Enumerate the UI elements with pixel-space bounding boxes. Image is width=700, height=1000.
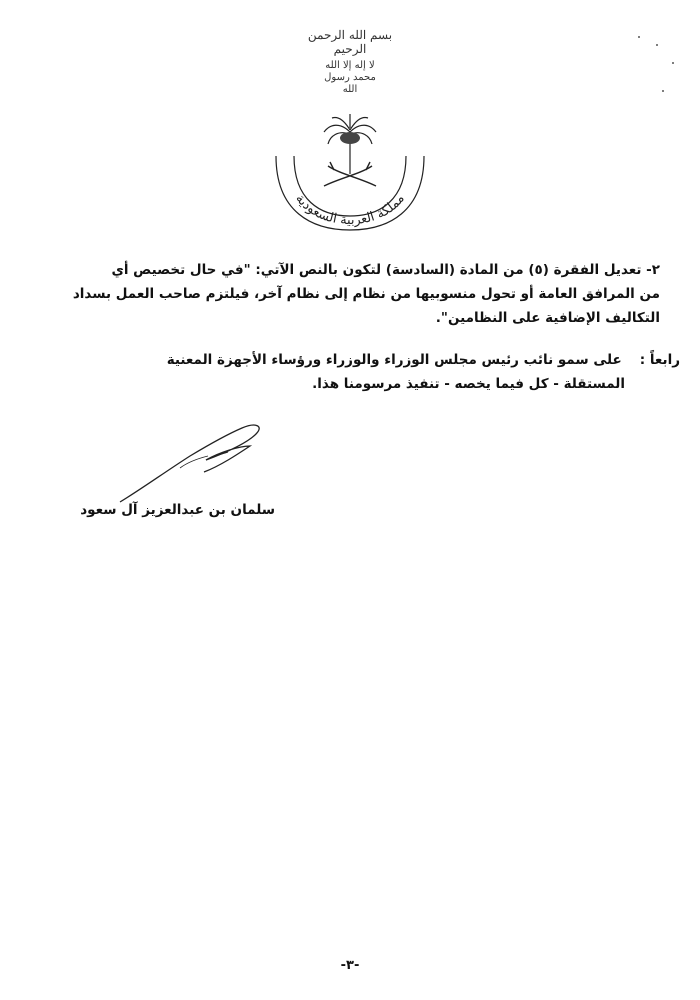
directive-line-1: على سمو نائب رئيس مجلس الوزراء والوزراء ورؤساء الأجهزة المعنية bbox=[166, 352, 622, 368]
emblem-arc-text: مملكة العربية السعودية bbox=[292, 191, 408, 229]
basmala-calligraphy: بسم الله الرحمن الرحيم bbox=[307, 28, 393, 56]
clause-line-3: التكاليف الإضافية على النظامين". bbox=[435, 310, 660, 326]
scan-speck bbox=[662, 90, 664, 92]
scan-speck bbox=[638, 36, 640, 38]
directive-line-2: المستقلة - كل فيما يخصه - تنفيذ مرسومنا هذا. bbox=[312, 376, 625, 392]
saudi-emblem-icon bbox=[272, 112, 428, 232]
scan-speck bbox=[656, 44, 658, 46]
shahada-calligraphy: لا إله إلا الله محمد رسول الله bbox=[324, 60, 376, 95]
scan-speck bbox=[672, 62, 674, 64]
clause-line-2: من المرافق العامة أو تحول منسوبيها من نظام إلى نظام آخر، فيلتزم صاحب العمل بسداد bbox=[72, 286, 660, 302]
directive-paragraph bbox=[30, 348, 680, 396]
clause-line-1: ٢- تعديل الفقرة (٥) من المادة (السادسة) لتكون بالنص الآتي: "في حال تخصيص أي bbox=[111, 262, 660, 278]
signer-name: سلمان بن عبدالعزيز آل سعود bbox=[80, 502, 275, 518]
clause-paragraph bbox=[70, 258, 660, 330]
handwritten-signature bbox=[110, 410, 270, 510]
page-number: -٣- bbox=[340, 958, 360, 973]
directive-label: رابعاً : bbox=[639, 352, 680, 368]
